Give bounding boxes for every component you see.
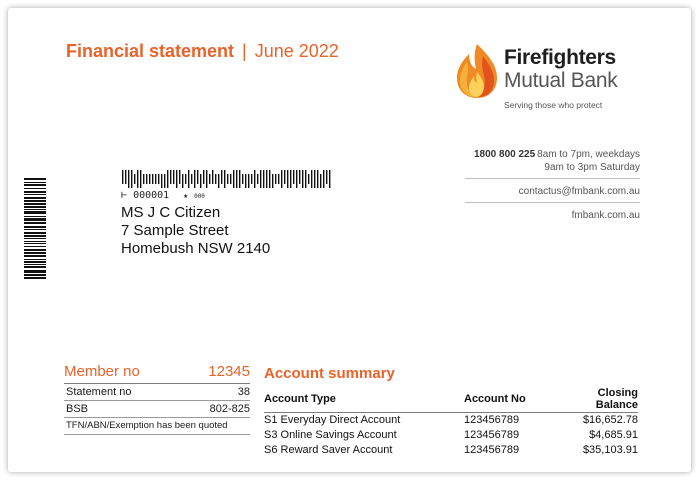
brand-name-line2: Mutual Bank <box>504 69 618 92</box>
star-icon: ★ <box>183 191 189 200</box>
statement-no-row <box>64 384 250 401</box>
flame-icon <box>453 42 501 100</box>
contact-block <box>465 148 640 222</box>
account-no-cell: 123456789 <box>464 414 520 426</box>
mailing-address <box>121 204 270 258</box>
account-type-cell: S6 Reward Saver Account <box>264 444 393 456</box>
closing-balance-cell: $4,685.91 <box>589 429 638 441</box>
statement-title: Financial statement <box>66 41 235 61</box>
contact-divider <box>465 178 640 179</box>
col-closing-balance: Closing Balance <box>554 386 638 413</box>
statement-heading <box>66 41 339 62</box>
table-row <box>264 413 638 429</box>
contact-email: contactus@fmbank.com.au <box>518 186 640 197</box>
table-row <box>264 428 638 443</box>
statement-period: June 2022 <box>254 41 339 61</box>
postal-barcode <box>122 170 332 188</box>
bsb-label: BSB <box>66 403 89 415</box>
sort-small-code: 000 <box>194 193 205 200</box>
account-type-cell: S3 Online Savings Account <box>264 429 397 441</box>
heading-separator: | <box>242 41 247 61</box>
sort-prefix: ⊢ <box>121 190 128 201</box>
col-account-type: Account Type <box>264 386 464 413</box>
closing-balance-cell: $35,103.91 <box>582 444 638 456</box>
col-account-no: Account No <box>464 386 554 413</box>
account-summary-title: Account summary <box>264 365 395 382</box>
contact-hours-saturday: 9am to 3pm Saturday <box>544 162 640 173</box>
contact-divider <box>465 202 640 203</box>
statement-no-value: 38 <box>237 386 250 398</box>
account-summary <box>264 365 638 458</box>
mail-sort-code <box>121 190 205 201</box>
brand-tagline: Serving those who protect <box>504 100 603 110</box>
closing-balance-cell: $16,652.78 <box>582 414 638 426</box>
vertical-barcode <box>24 178 46 279</box>
contact-website: fmbank.com.au <box>571 210 640 221</box>
statement-no-label: Statement no <box>66 386 132 398</box>
address-street: 7 Sample Street <box>121 222 229 239</box>
sort-sequence: 000001 <box>133 190 170 201</box>
table-row <box>264 443 638 458</box>
statement-sheet <box>8 8 691 472</box>
member-details <box>64 363 250 435</box>
member-no-value: 12345 <box>208 363 250 380</box>
address-city: Homebush NSW 2140 <box>121 240 271 257</box>
contact-hours-weekdays: 8am to 7pm, weekdays <box>537 149 640 160</box>
account-no-cell: 123456789 <box>464 429 520 441</box>
brand-name-line1: Firefighters <box>504 46 616 69</box>
bank-logo <box>453 42 653 122</box>
account-summary-table <box>264 386 638 458</box>
account-no-cell: 123456789 <box>464 444 520 456</box>
bsb-row <box>64 401 250 418</box>
tfn-note-row <box>64 418 250 435</box>
address-name: MS J C Citizen <box>121 204 221 221</box>
account-type-cell: S1 Everyday Direct Account <box>264 414 401 426</box>
table-header-row <box>264 386 638 413</box>
bsb-value: 802-825 <box>209 403 250 415</box>
member-no-label: Member no <box>64 363 140 380</box>
tfn-note: TFN/ABN/Exemption has been quoted <box>66 420 228 431</box>
contact-phone: 1800 800 225 <box>474 149 536 160</box>
